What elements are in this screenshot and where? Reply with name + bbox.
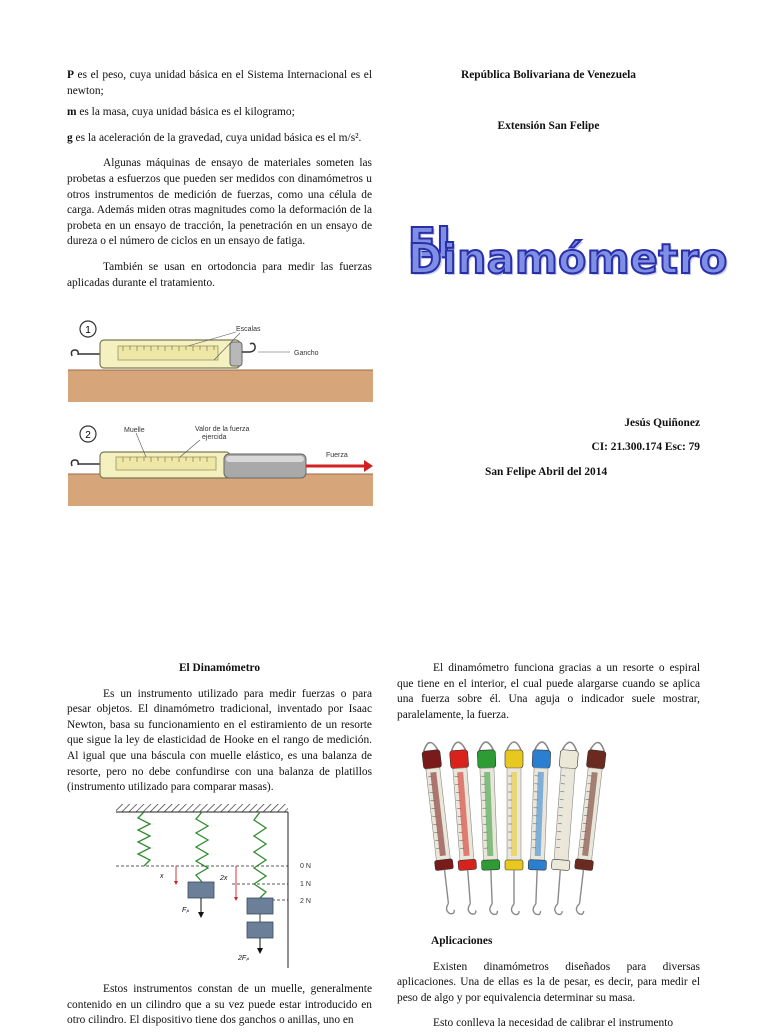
spring-3 [254, 812, 266, 898]
spring-balance [548, 742, 579, 915]
cover-title: El Dinamómetro [408, 236, 768, 267]
ensayo-paragraph: Algunas máquinas de ensayo de materiales someten las probetas a esfuerzos que pueden ser medidos con dinamómetros u otros instrumentos de medición de fuerzas, como una célula de carga. Además miden otras magnitudes como la deformación de la probeta en un ensayo de tracción, la penetración en un ensayo de dureza o el número de ciclos en un ensayo de fatiga. [67, 156, 372, 250]
tick-0n: 0 N [300, 863, 311, 870]
extension-name: Extensión San Felipe [397, 119, 700, 135]
label-2fp: 2Fₚ [237, 955, 249, 962]
p-text: es el peso, cuya unidad básica en el Sistema Internacional es el newton; [67, 69, 372, 97]
label-fuerza: Fuerza [326, 452, 348, 459]
spring-2 [196, 812, 208, 882]
symbol-m: m [67, 106, 77, 118]
gravedad-definition [67, 131, 372, 147]
function-paragraph: El dinamómetro funciona gracias a un resorte o espiral que tiene en el interior, el cual puede alargarse cuando se aplica una fuerza sobre él. Una aguja o indicador suele mostrar, paralelamente, la fuerza. [397, 661, 700, 723]
calibration-paragraph: Esto conlleva la necesidad de calibrar el instrumento [397, 1016, 700, 1032]
springs-diagram [112, 800, 322, 968]
definition-paragraph: Es un instrumento utilizado para medir fuerzas o para pesar objetos. El dinamómetro tradicional, inventado por Isaac Newton, basa su funcionamiento en el estiramiento de un resorte que sigue la ley de elasticidad de Hooke en el rango de medición. Al igual que una báscula con muelle elástico, es una balanza de resorte, pero no debe confundirse con una balanza de platillos (instrumento utilizado para comparar masas). [67, 687, 372, 796]
ground-strip-2 [68, 474, 373, 506]
label-gancho: Gancho [294, 350, 319, 357]
dynamometer-diagram [68, 314, 373, 506]
step-1-number: 1 [85, 325, 91, 336]
mass-2a [247, 898, 273, 914]
ceiling-support [116, 804, 288, 812]
masa-definition [67, 105, 372, 121]
label-valor-1: Valor de la fuerza [195, 426, 249, 433]
spring-balance [449, 742, 480, 915]
dynamometers-photo [418, 732, 612, 926]
tick-1n: 1 N [300, 881, 311, 888]
applications-section [397, 934, 700, 1032]
ortodoncia-paragraph: También se usan en ortodoncia para medir las fuerzas aplicadas durante el tratamiento. [67, 260, 372, 291]
section-heading: El Dinamómetro [67, 661, 372, 677]
symbol-g: g [67, 132, 73, 144]
spring-balance [477, 742, 502, 915]
components-paragraph: Estos instrumentos constan de un muelle, generalmente contenido en un cilindro que a su vez puede estar introducido en otro cilindro. El dispositivo tiene dos ganchos o anillas, uno en [67, 982, 372, 1029]
label-escalas: Escalas [236, 326, 261, 333]
spring-1 [138, 812, 150, 866]
label-muelle: Muelle [124, 427, 145, 434]
author-name: Jesús Quiñonez [397, 416, 700, 432]
tick-2n: 2 N [300, 898, 311, 905]
m-text: es la masa, cuya unidad básica es el kilogramo; [77, 106, 295, 118]
step-2-number: 2 [85, 430, 91, 441]
label-x: x [159, 873, 164, 880]
right-bottom-column [397, 661, 700, 723]
applications-heading: Aplicaciones [397, 934, 700, 950]
mass-1 [188, 882, 214, 898]
author-ci: CI: 21.300.174 Esc: 79 [397, 440, 700, 456]
label-fp: Fₚ [182, 907, 189, 914]
left-top-column [67, 68, 372, 291]
place-date: San Felipe Abril del 2014 [485, 465, 607, 481]
spring-balance [505, 742, 523, 915]
mass-2b [247, 922, 273, 938]
applications-paragraph: Existen dinamómetros diseñados para diversas aplicaciones. Una de ellas es la de pesar, es decir, para medir el peso de algo y por equivalencia determinar su masa. [397, 960, 700, 1007]
country-name: República Bolivariana de Venezuela [397, 68, 700, 84]
label-2x: 2x [219, 875, 228, 882]
left-bottom-column [67, 661, 372, 796]
label-valor-2: ejercida [202, 434, 227, 441]
left-bottom-continued [67, 982, 372, 1029]
symbol-p: P [67, 69, 74, 81]
peso-definition [67, 68, 372, 99]
spring-balance [526, 742, 551, 915]
g-text: es la aceleración de la gravedad, cuya unidad básica es el m/s². [73, 132, 362, 144]
ground-strip-1 [68, 370, 373, 402]
